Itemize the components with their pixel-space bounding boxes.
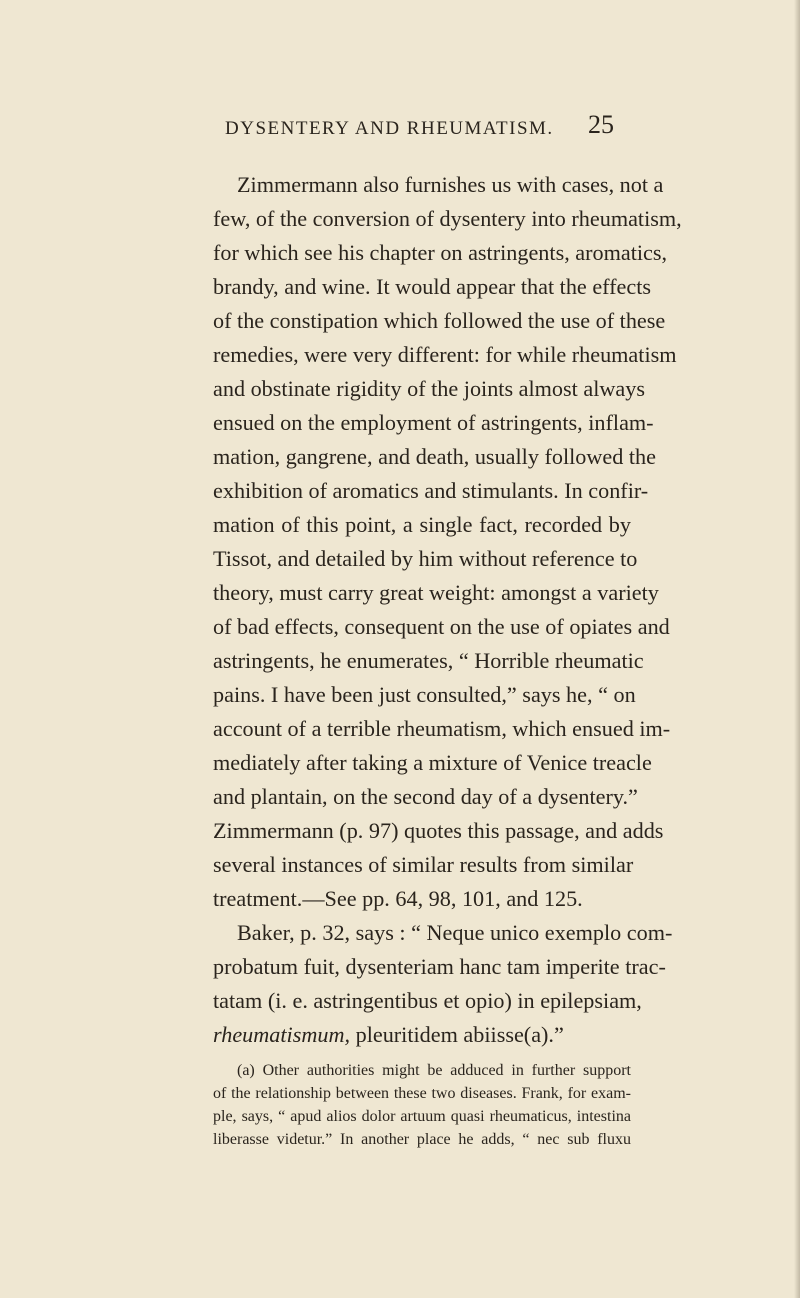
text-line: of the constipation which followed the use of these [213, 308, 666, 333]
footnote-line: liberasse videtur.” In another place he adds, “ nec sub fluxu [213, 1131, 631, 1148]
text-line: of bad effects, consequent on the use of opiates and [213, 614, 670, 639]
page-edge-shadow [794, 0, 800, 1298]
text-fragment: pleuritidem abiisse(a).” [350, 1022, 564, 1047]
text-line: account of a terrible rheumatism, which ensued im- [213, 716, 671, 741]
text-line: probatum fuit, dysenteriam hanc tam imperite trac- [213, 954, 666, 979]
footnote [213, 1059, 631, 1151]
text-line: astringents, he enumerates, “ Horrible rheumatic [213, 648, 644, 673]
body-text [213, 168, 682, 1151]
text-line: remedies, were very different: for while rheumatism [213, 342, 677, 367]
running-head [0, 110, 800, 140]
text-line: mation of this point, a single fact, recorded by [213, 512, 631, 537]
text-line: and obstinate rigidity of the joints almost always [213, 376, 645, 401]
text-line: several instances of similar results from similar [213, 852, 634, 877]
text-line: for which see his chapter on astringents, aromatics, [213, 240, 668, 265]
italic-term: rheumatismum, [213, 1022, 351, 1047]
text-line: few, of the conversion of dysentery into rheumatism, [213, 206, 682, 231]
footnote-line: of the relationship between these two diseases. Frank, for exam- [213, 1085, 631, 1102]
running-title: DYSENTERY AND RHEUMATISM. [225, 118, 554, 139]
text-line: treatment.—See pp. 64, 98, 101, and 125. [213, 886, 583, 911]
text-line: tatam (i. e. astringentibus et opio) in epilepsiam, [213, 988, 642, 1013]
text-line: Zimmermann (p. 97) quotes this passage, and adds [213, 818, 664, 843]
text-line: ensued on the employment of astringents, inflam- [213, 410, 654, 435]
page-number: 25 [588, 110, 614, 139]
text-line: exhibition of aromatics and stimulants. In confir- [213, 478, 649, 503]
text-line: mation, gangrene, and death, usually followed the [213, 444, 657, 469]
footnote-line: ple, says, “ apud alios dolor artuum quasi rheumaticus, intestina [213, 1108, 631, 1125]
text-line: pains. I have been just consulted,” says he, “ on [213, 682, 636, 707]
text-line: and plantain, on the second day of a dysentery.” [213, 784, 638, 809]
text-line: Zimmermann also furnishes us with cases, not a [237, 172, 664, 197]
text-line: Baker, p. 32, says : “ Neque unico exemplo com- [237, 920, 673, 945]
text-line: theory, must carry great weight: amongst a variety [213, 580, 659, 605]
footnote-line: (a) Other authorities might be adduced in further support [237, 1062, 631, 1079]
text-line: Tissot, and detailed by him without reference to [213, 546, 638, 571]
text-line: mediately after taking a mixture of Venice treacle [213, 750, 652, 775]
text-line: brandy, and wine. It would appear that the effects [213, 274, 652, 299]
text-line [213, 1018, 631, 1052]
